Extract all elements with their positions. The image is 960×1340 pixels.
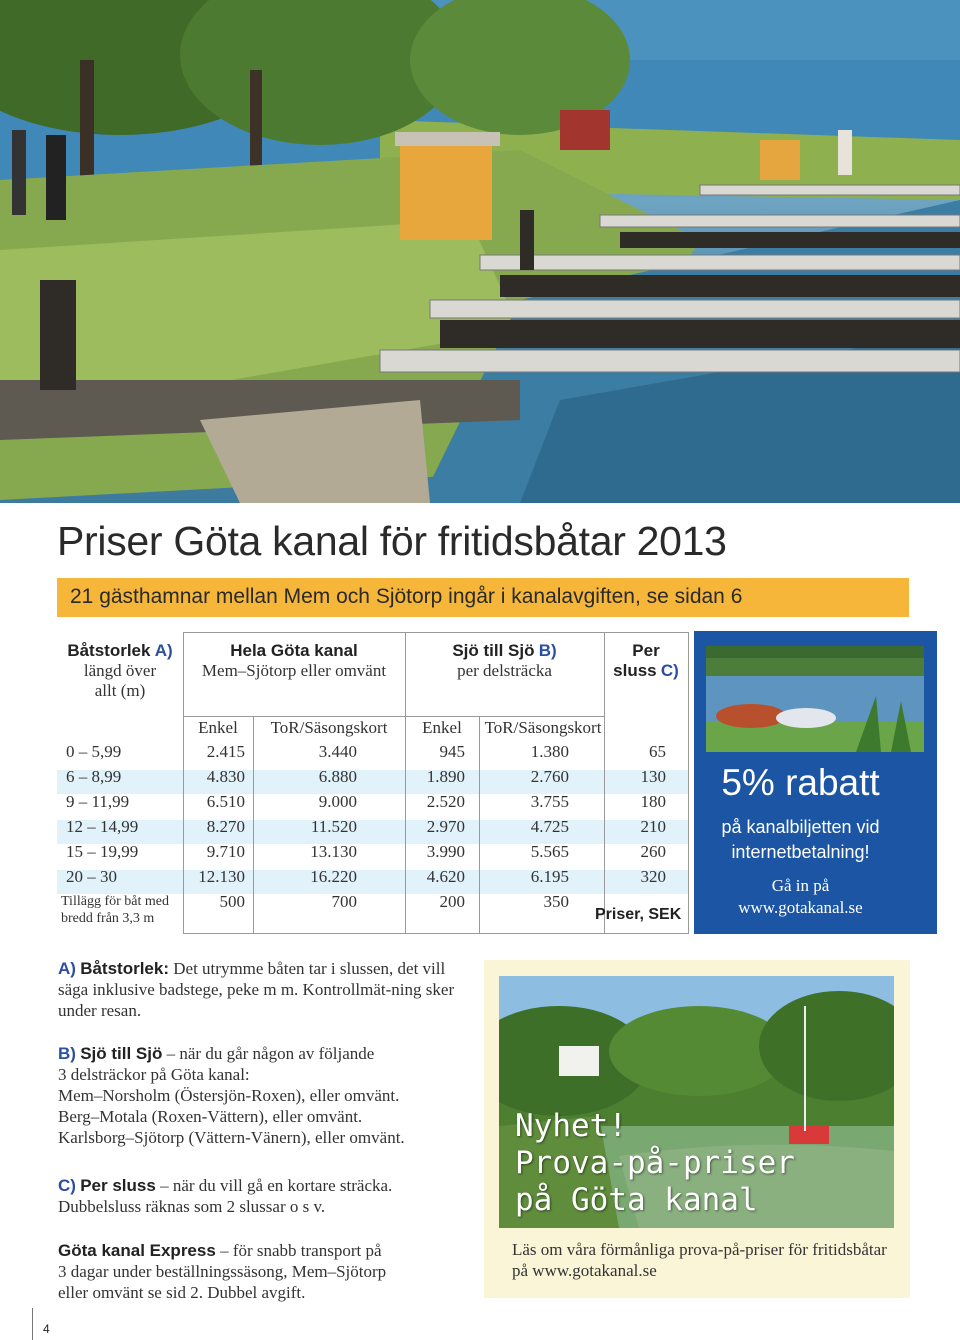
- price-cell: 11.520: [310, 817, 357, 836]
- price-cell: 16.220: [310, 867, 357, 886]
- table-divider: [183, 632, 689, 633]
- trial-offer-text: Läs om våra förmånliga prova-på-priser för fritidsbåtar på www.gotakanal.se: [512, 1240, 887, 1280]
- page-number: 4: [43, 1322, 50, 1336]
- currency-note: Priser, SEK: [595, 906, 682, 923]
- row-stripe: [57, 770, 689, 794]
- price-cell: 1.380: [530, 742, 569, 761]
- promo-photo: [706, 646, 924, 752]
- subheader-single: Enkel: [422, 718, 462, 737]
- note-b: B) Sjö till Sjö – när du går någon av följande 3 delsträckor på Göta kanal: Mem–Norsholm (Östersjön-Roxen), eller omvänt. Berg–Motala (Roxen-Vättern), eller omvänt. Karlsborg–Sjötorp (Vättern-Vänern), eller omvänt.: [58, 1044, 405, 1147]
- subheader-return: ToR/Säsongskort: [484, 718, 602, 737]
- price-cell: 6.880: [318, 767, 357, 786]
- row-size: 20 – 30: [66, 867, 117, 886]
- note-express: Göta kanal Express – för snabb transport på 3 dagar under beställningssäsong, Mem–Sjötorp eller omvänt se sid 2. Dubbel avgift.: [58, 1241, 387, 1302]
- row-stripe: [57, 820, 689, 844]
- header-boat-size: Båtstorlek A) längd över allt (m): [67, 641, 173, 700]
- price-cell: 130: [640, 767, 666, 786]
- price-cell: 2.520: [426, 792, 465, 811]
- price-cell: 700: [331, 892, 357, 911]
- header-lake-to-lake: Sjö till Sjö B) per delsträcka: [452, 641, 557, 680]
- price-cell: 2.970: [426, 817, 465, 836]
- price-cell: 260: [640, 842, 666, 861]
- price-cell: 9.710: [206, 842, 245, 861]
- price-cell: 200: [439, 892, 465, 911]
- price-cell: 4.620: [426, 867, 465, 886]
- banner-text: 21 gästhamnar mellan Mem och Sjötorp ingår i kanalavgiften, se sidan 6: [70, 585, 743, 608]
- price-cell: 320: [640, 867, 666, 886]
- table-divider: [183, 716, 605, 717]
- note-c: C) Per sluss – när du vill gå en kortare sträcka. Dubbelsluss räknas som 2 slussar o s v.: [58, 1176, 393, 1216]
- hero-photo-canal-locks: [0, 0, 960, 503]
- trial-offer-headline: Nyhet! Prova-på-priser på Göta kanal: [515, 1108, 795, 1218]
- price-cell: 3.755: [530, 792, 569, 811]
- price-cell: 350: [543, 892, 569, 911]
- price-cell: 945: [439, 742, 465, 761]
- extra-label: Tillägg för båt med bredd från 3,3 m: [61, 894, 169, 926]
- info-banner: [57, 578, 909, 617]
- price-cell: 3.990: [426, 842, 465, 861]
- price-cell: 3.440: [318, 742, 357, 761]
- price-cell: 9.000: [318, 792, 357, 811]
- trial-offer-photo: [499, 976, 894, 1228]
- row-stripe: [57, 870, 689, 894]
- subheader-return: ToR/Säsongskort: [270, 718, 388, 737]
- price-cell: 2.760: [530, 767, 569, 786]
- price-cell: 500: [219, 892, 245, 911]
- price-cell: 12.130: [198, 867, 245, 886]
- price-cell: 2.415: [206, 742, 245, 761]
- subheader-single: Enkel: [198, 718, 238, 737]
- table-divider: [183, 933, 689, 934]
- trial-offer-box: [484, 960, 910, 1298]
- discount-promo: [694, 631, 937, 934]
- price-cell: 6.510: [206, 792, 245, 811]
- header-whole-canal: Hela Göta kanal Mem–Sjötorp eller omvänt: [201, 641, 387, 680]
- row-size: 6 – 8,99: [66, 767, 122, 786]
- price-cell: 6.195: [530, 867, 569, 886]
- price-table: [57, 632, 689, 934]
- price-cell: 180: [640, 792, 666, 811]
- price-cell: 13.130: [310, 842, 357, 861]
- price-cell: 4.725: [530, 817, 569, 836]
- row-size: 12 – 14,99: [66, 817, 139, 836]
- discount-text: på kanalbiljetten vid internetbetalning!: [721, 817, 880, 862]
- row-size: 0 – 5,99: [66, 742, 122, 761]
- note-a: A) Båtstorlek: Det utrymme båten tar i slussen, det vill säga inklusive badstege, peke m m. Kontrollmät-ning sker under resan.: [58, 959, 455, 1020]
- row-size: 9 – 11,99: [66, 792, 130, 811]
- page-title: Priser Göta kanal för fritidsbåtar 2013: [57, 518, 727, 564]
- price-cell: 65: [649, 742, 666, 761]
- discount-headline: 5% rabatt: [721, 762, 880, 803]
- price-cell: 1.890: [426, 767, 465, 786]
- price-cell: 210: [640, 817, 666, 836]
- discount-link: Gå in på www.gotakanal.se: [738, 876, 863, 917]
- table-divider: [688, 632, 689, 934]
- row-size: 15 – 19,99: [66, 842, 139, 861]
- price-cell: 8.270: [206, 817, 245, 836]
- header-per-lock: Per sluss C): [613, 641, 679, 680]
- page-divider: [32, 1308, 33, 1340]
- price-cell: 5.565: [530, 842, 569, 861]
- price-cell: 4.830: [206, 767, 245, 786]
